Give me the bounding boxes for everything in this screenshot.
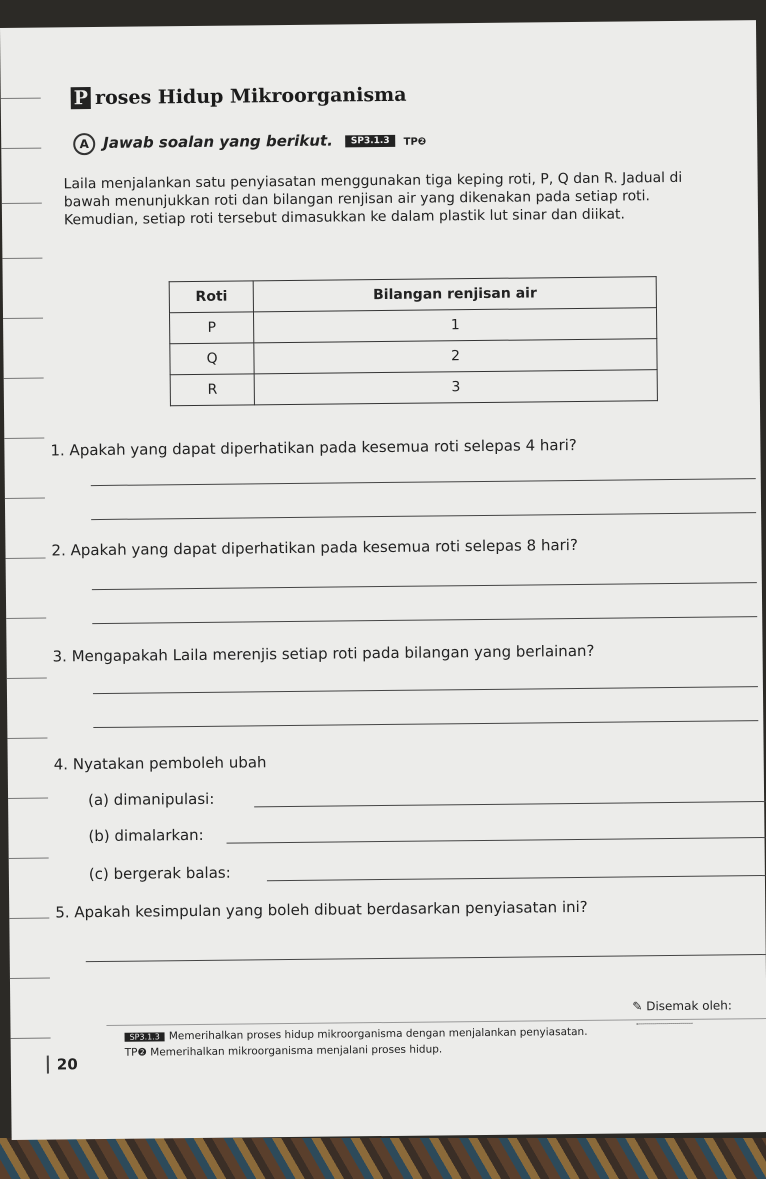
- table-row: [170, 339, 657, 375]
- bread-table: [169, 276, 658, 406]
- answer-line-5[interactable]: [86, 954, 766, 962]
- footer-tp-note: [125, 1043, 443, 1058]
- question-3: 3. Mengapakah Laila merenjis setiap roti pada bilangan yang berlainan?: [52, 641, 595, 666]
- sp-tag: SP3.1.3: [345, 134, 396, 147]
- answer-line-3b[interactable]: [93, 720, 758, 728]
- answer-line-1a[interactable]: [91, 478, 756, 486]
- table-cell: 1: [254, 308, 657, 343]
- question-5: 5. Apakah kesimpulan yang boleh dibuat berdasarkan penyiasatan ini?: [55, 897, 588, 922]
- title-initial: P: [71, 87, 92, 109]
- table-cell: 2: [254, 339, 657, 374]
- answer-line-2b[interactable]: [92, 616, 757, 624]
- page-number: 20: [47, 1055, 78, 1073]
- title-text: roses Hidup Mikroorganisma: [94, 83, 407, 110]
- table-cell: 3: [254, 370, 657, 405]
- section-heading: [73, 130, 426, 156]
- section-letter-badge: A: [73, 133, 95, 155]
- footer-tp-tag: TP❷: [124, 1046, 147, 1059]
- variable-manipulated-label: (a) dimanipulasi:: [87, 789, 215, 810]
- footer-sp-tag: SP3.1.3: [125, 1032, 165, 1041]
- answer-line-manipulated[interactable]: [254, 801, 766, 807]
- table-row: [170, 370, 657, 406]
- variable-responding-label: (c) bergerak balas:: [88, 863, 231, 884]
- table-header-row: [169, 277, 656, 313]
- page-title: [71, 84, 407, 110]
- intro-paragraph: Laila menjalankan satu penyiasatan menggunakan tiga keping roti, P, Q dan R. Jadual di bawah menunjukkan roti dan bilangan renjisan air yang dikenakan pada setiap roti. Kemudian, setiap roti tersebut dimasukkan ke dalam plastik lut sinar dan diikat.: [63, 169, 683, 229]
- table-header-renjisan: Bilangan renjisan air: [253, 277, 656, 312]
- footer-tp-text: Memerihalkan mikroorganisma menjalani proses hidup.: [150, 1043, 443, 1059]
- answer-line-3a[interactable]: [93, 686, 758, 694]
- footer-sp-text: Memerihalkan proses hidup mikroorganisma dengan menjalankan penyiasatan.: [168, 1025, 588, 1043]
- question-1: 1. Apakah yang dapat diperhatikan pada kesemua roti selepas 4 hari?: [50, 435, 577, 460]
- table-row: [169, 308, 656, 344]
- floor-background: [0, 1138, 766, 1179]
- question-2: 2. Apakah yang dapat diperhatikan pada kesemua roti selepas 8 hari?: [51, 535, 578, 560]
- answer-line-1b[interactable]: [91, 512, 756, 520]
- answer-line-constant[interactable]: [227, 837, 766, 844]
- section-title: Jawab soalan yang berikut.: [103, 131, 333, 152]
- table-cell: P: [169, 312, 254, 344]
- answer-line-2a[interactable]: [92, 582, 757, 590]
- pencil-icon: ✎: [632, 999, 643, 1014]
- question-4: 4. Nyatakan pemboleh ubah: [53, 753, 267, 774]
- table-cell: R: [170, 374, 255, 406]
- footer-sp-note: [125, 1026, 588, 1043]
- tp-tag: TP❷: [403, 136, 427, 148]
- table-header-roti: Roti: [169, 281, 254, 313]
- worksheet-page: [0, 20, 766, 1140]
- checked-by: [632, 998, 766, 1027]
- checked-by-label: Disemak oleh:: [646, 998, 732, 1014]
- variable-constant-label: (b) dimalarkan:: [88, 825, 204, 846]
- table-cell: Q: [170, 343, 255, 375]
- signature-line[interactable]: [636, 1023, 692, 1025]
- answer-line-responding[interactable]: [267, 875, 766, 881]
